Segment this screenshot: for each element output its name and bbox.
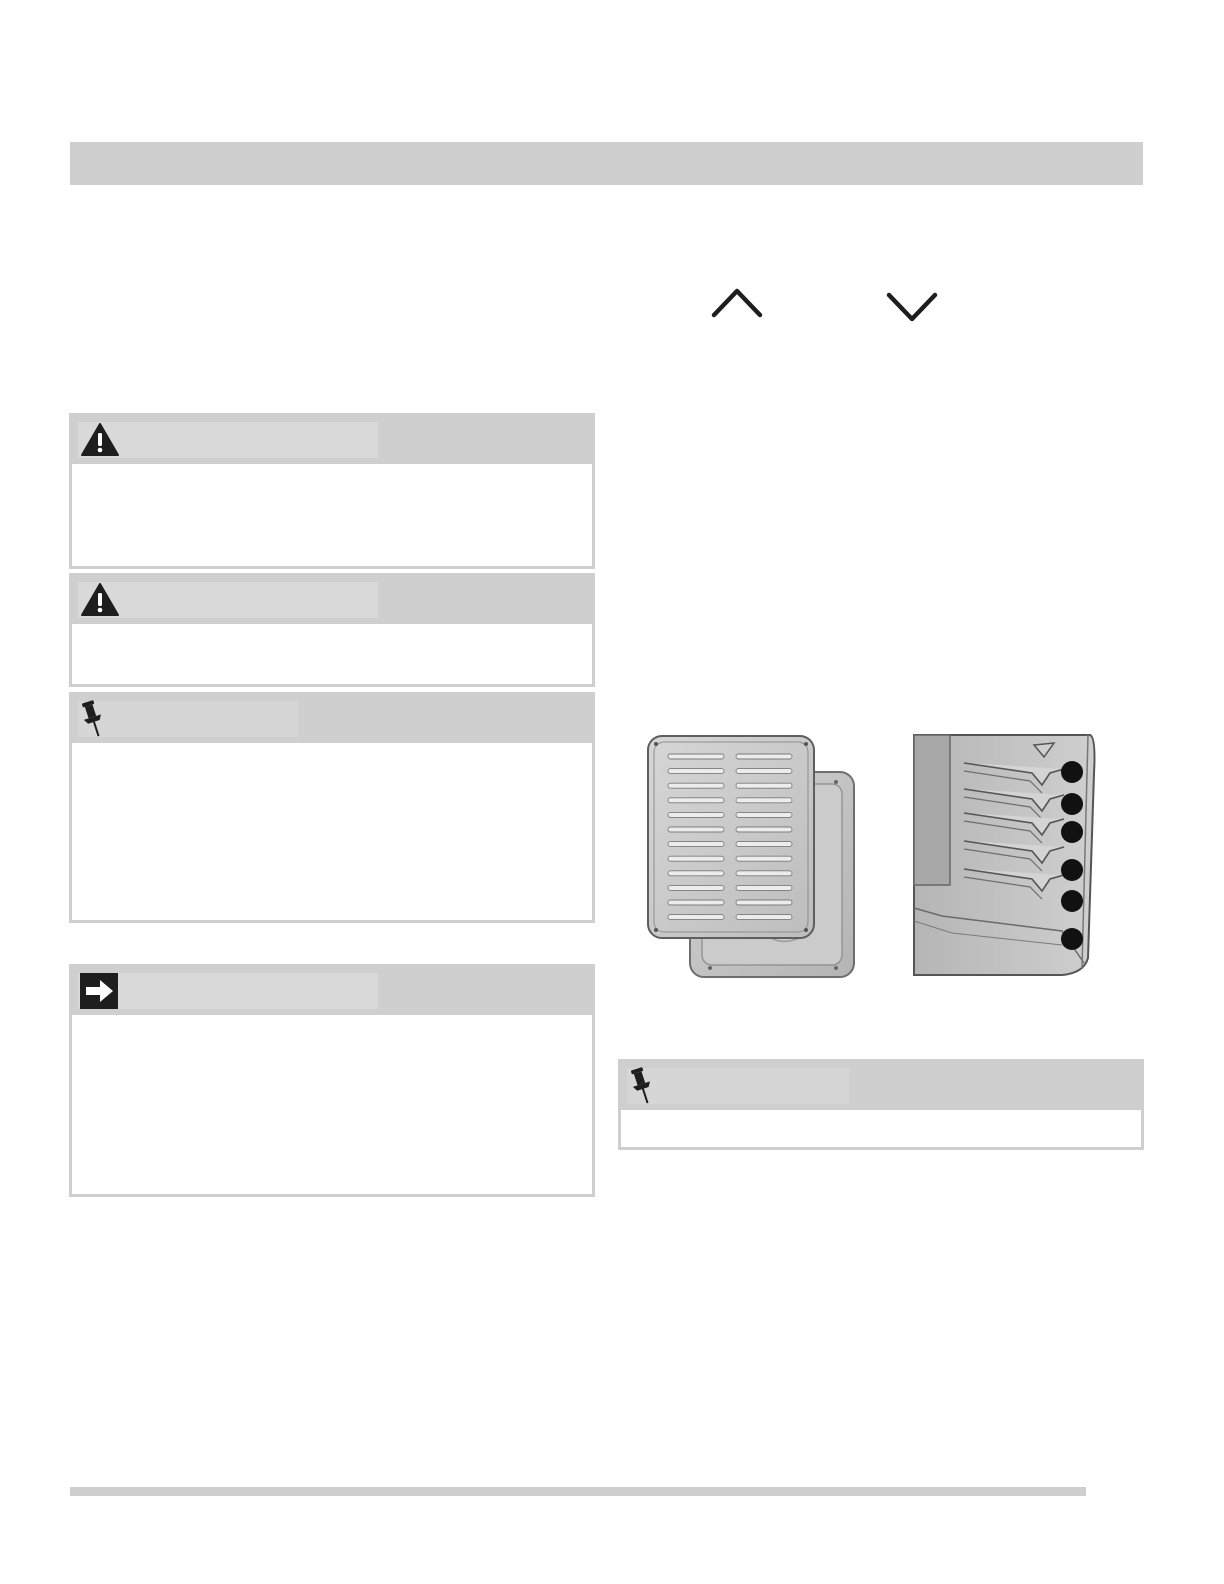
broil-slot [736, 783, 792, 788]
footer-rule [70, 1487, 1086, 1496]
broil-slot [668, 885, 724, 890]
note-box [618, 1059, 1144, 1150]
broil-slot [668, 827, 724, 832]
broil-pan-illustration [640, 730, 862, 982]
rack-position-marker [1061, 793, 1083, 815]
pushpin-icon [627, 1066, 657, 1106]
chevron-down-icon [884, 287, 940, 327]
important-box-header [72, 967, 592, 1015]
broil-slot [736, 900, 792, 905]
rack-position-marker [1061, 761, 1083, 783]
broil-slot [668, 842, 724, 847]
rack-position-marker [1061, 859, 1083, 881]
chevron-up-icon [709, 283, 765, 323]
broil-slot [668, 856, 724, 861]
broil-slot [736, 827, 792, 832]
rack-position-marker [1061, 928, 1083, 950]
note-box [69, 692, 595, 923]
warning-triangle-icon [80, 582, 120, 618]
broil-slot [668, 798, 724, 803]
section-header-bar [70, 142, 1143, 185]
oven-rack-positions-illustration [912, 733, 1098, 979]
broil-slot [668, 900, 724, 905]
rack-position-marker [1061, 890, 1083, 912]
broil-slot [736, 842, 792, 847]
rack-position-marker [1061, 821, 1083, 843]
pushpin-icon [78, 699, 108, 739]
broil-slot [736, 812, 792, 817]
broil-slot [736, 856, 792, 861]
broil-slot [736, 871, 792, 876]
note-box-header [72, 695, 592, 743]
warning-box-header [72, 416, 592, 464]
broil-slot [668, 783, 724, 788]
important-box [69, 964, 595, 1197]
broil-slot [736, 798, 792, 803]
note-box-header [621, 1062, 1141, 1110]
broil-slot [736, 885, 792, 890]
warning-box [69, 413, 595, 569]
broil-slot [668, 915, 724, 920]
broil-slot [668, 871, 724, 876]
warning-triangle-icon [80, 422, 120, 458]
warning-box-header [72, 576, 592, 624]
broil-slot [736, 754, 792, 759]
arrow-right-icon [80, 973, 118, 1009]
broil-slot [736, 915, 792, 920]
broil-slot [668, 754, 724, 759]
broil-slot [668, 812, 724, 817]
broil-slot [736, 769, 792, 774]
broil-slot [668, 769, 724, 774]
warning-box [69, 573, 595, 687]
